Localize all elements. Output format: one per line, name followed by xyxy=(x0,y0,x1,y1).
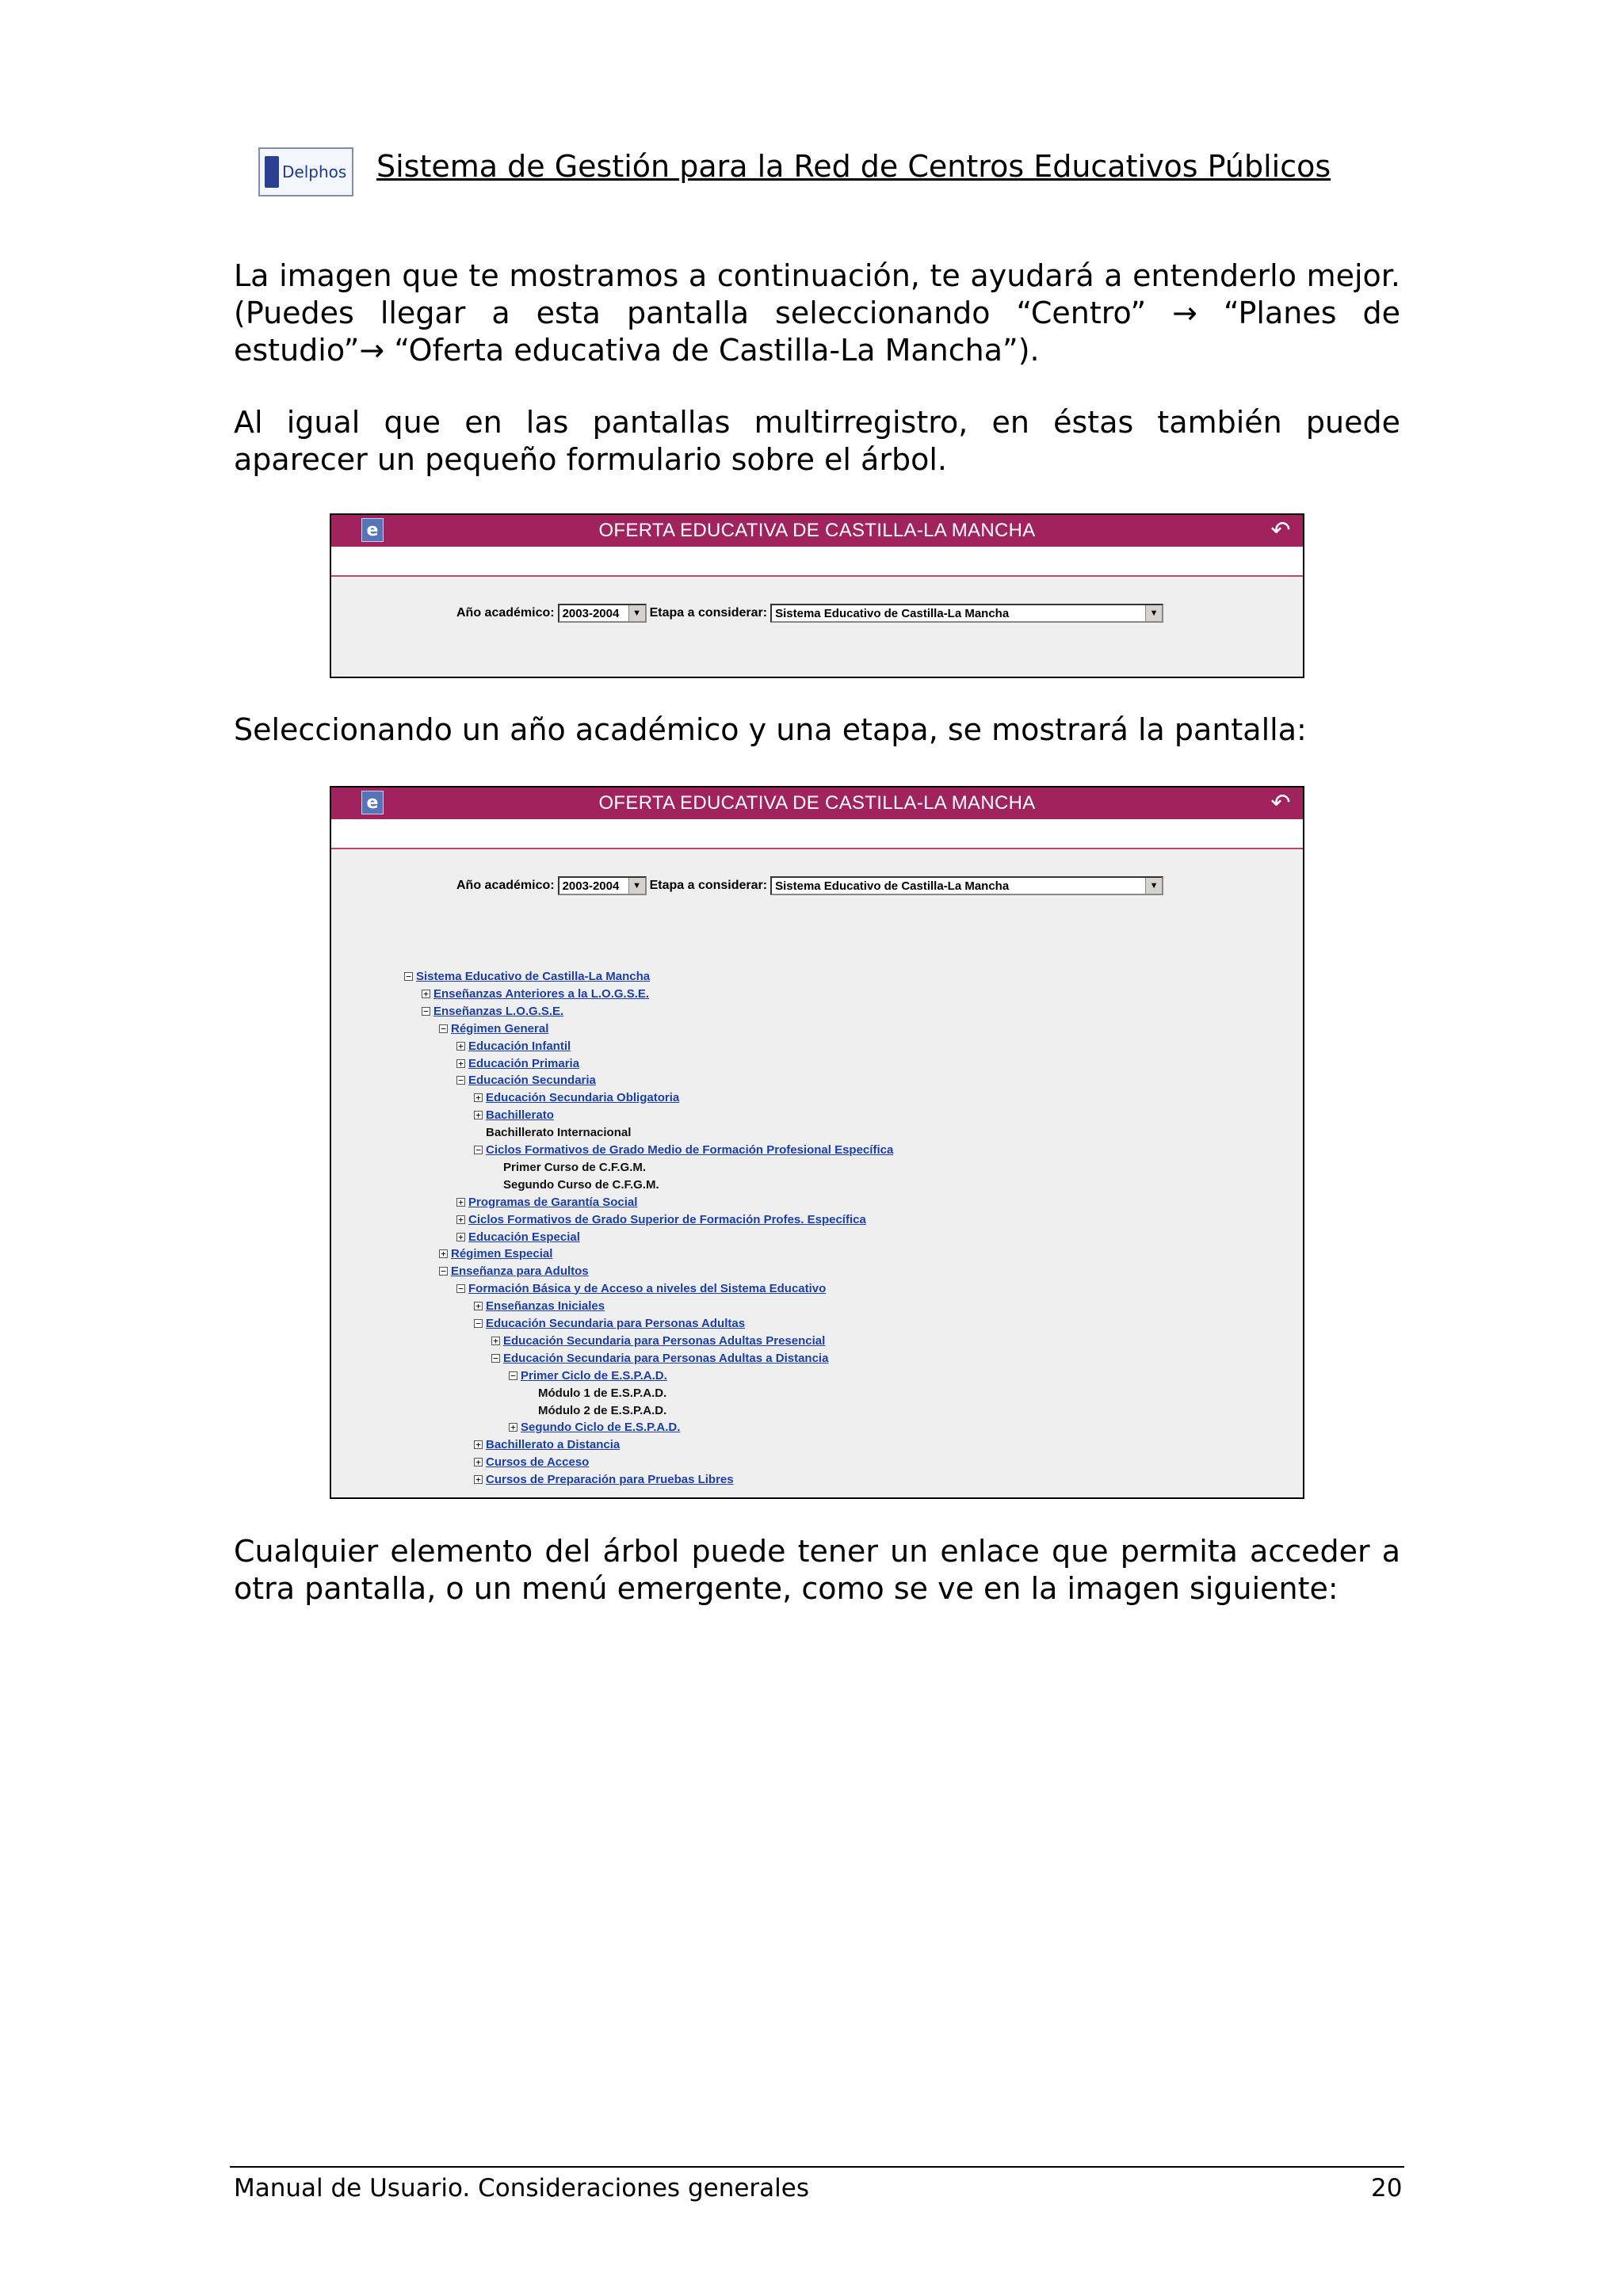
panel-title-bar xyxy=(331,515,1303,547)
tree-node-link[interactable]: Ciclos Formativos de Grado Superior de Formación Profes. Específica xyxy=(468,1212,866,1226)
tree-node-label: Primer Curso de C.F.G.M. xyxy=(503,1160,647,1174)
back-arrow-icon[interactable]: ↶ xyxy=(1270,789,1291,817)
tree-node[interactable] xyxy=(474,1107,554,1123)
tree-node-link[interactable]: Educación Secundaria para Personas Adultas a Distancia xyxy=(503,1351,829,1365)
filter-form xyxy=(456,604,1163,623)
screenshot-form-panel xyxy=(330,513,1304,678)
tree-node[interactable] xyxy=(422,986,649,1001)
tree-node-link[interactable]: Cursos de Acceso xyxy=(486,1455,590,1469)
tree-node-link[interactable]: Régimen Especial xyxy=(451,1246,553,1261)
collapse-icon[interactable]: − xyxy=(456,1284,465,1293)
tree-node-link[interactable]: Ciclos Formativos de Grado Medio de Formación Profesional Específica xyxy=(486,1142,894,1157)
delphos-logo xyxy=(258,147,353,196)
tree-node[interactable] xyxy=(456,1038,571,1054)
tree-node[interactable] xyxy=(474,1315,745,1331)
expand-icon[interactable]: + xyxy=(474,1458,483,1466)
tree-node-label: Módulo 1 de E.S.P.A.D. xyxy=(538,1386,667,1400)
year-label: Año académico: xyxy=(456,606,555,620)
tree-node-link[interactable]: Enseñanzas Iniciales xyxy=(486,1299,605,1313)
expand-icon[interactable]: + xyxy=(439,1249,448,1258)
tree-node-link[interactable]: Enseñanzas L.O.G.S.E. xyxy=(433,1004,564,1018)
panel-title-bar xyxy=(331,788,1303,819)
panel-title: OFERTA EDUCATIVA DE CASTILLA-LA MANCHA xyxy=(598,520,1036,541)
tree-node-link[interactable]: Educación Secundaria para Personas Adultas Presencial xyxy=(503,1333,826,1348)
tree-node[interactable] xyxy=(474,1298,605,1314)
year-select-value: 2003-2004 xyxy=(562,879,620,893)
tree-node[interactable] xyxy=(456,1194,637,1210)
year-select-value: 2003-2004 xyxy=(562,606,620,620)
footer-text: Manual de Usuario. Consideraciones generales xyxy=(234,2174,809,2203)
chevron-down-icon: ▼ xyxy=(1145,605,1162,621)
stage-select[interactable] xyxy=(770,604,1163,623)
tree-node-link[interactable]: Bachillerato a Distancia xyxy=(486,1437,621,1451)
tree-node-label: Módulo 2 de E.S.P.A.D. xyxy=(538,1403,667,1417)
tree-node[interactable] xyxy=(404,968,650,984)
expand-icon[interactable]: + xyxy=(474,1111,483,1119)
tree-node-link[interactable]: Educación Infantil xyxy=(468,1039,571,1053)
stage-select[interactable] xyxy=(770,876,1163,895)
expand-icon[interactable]: + xyxy=(456,1042,465,1051)
tree-node-link[interactable]: Educación Especial xyxy=(468,1230,580,1244)
collapse-icon[interactable]: − xyxy=(422,1007,430,1016)
tree-node[interactable] xyxy=(509,1367,667,1383)
tree-node-link[interactable]: Segundo Ciclo de E.S.P.A.D. xyxy=(521,1420,681,1434)
tree-node[interactable] xyxy=(491,1333,825,1348)
page-number: 20 xyxy=(1371,2174,1403,2203)
panel-title: OFERTA EDUCATIVA DE CASTILLA-LA MANCHA xyxy=(598,792,1036,814)
collapse-icon[interactable]: − xyxy=(404,972,413,981)
tree-node-link[interactable]: Primer Ciclo de E.S.P.A.D. xyxy=(521,1368,667,1383)
tree-node-link[interactable]: Sistema Educativo de Castilla-La Mancha xyxy=(416,969,651,983)
expand-icon[interactable]: + xyxy=(456,1233,465,1241)
tree-node[interactable] xyxy=(474,1471,734,1487)
expand-icon[interactable]: + xyxy=(456,1198,465,1207)
collapse-icon[interactable]: − xyxy=(509,1371,517,1380)
tree-node[interactable] xyxy=(474,1436,620,1452)
tree-node-label: Segundo Curso de C.F.G.M. xyxy=(503,1177,659,1192)
expand-icon[interactable]: + xyxy=(491,1337,500,1345)
collapse-icon[interactable]: − xyxy=(439,1024,448,1033)
tree-node[interactable] xyxy=(509,1419,680,1435)
tree-node-link[interactable]: Enseñanzas Anteriores a la L.O.G.S.E. xyxy=(433,986,650,1001)
collapse-icon[interactable]: − xyxy=(474,1319,483,1328)
tree-node xyxy=(538,1402,666,1418)
stage-label: Etapa a considerar: xyxy=(649,879,768,892)
tree-node-link[interactable]: Programas de Garantía Social xyxy=(468,1195,638,1209)
delphos-logo-icon xyxy=(265,156,279,188)
panel-subbar xyxy=(331,819,1303,849)
tree-node-link[interactable]: Educación Secundaria xyxy=(468,1073,596,1087)
tree-node[interactable] xyxy=(439,1263,589,1279)
tree-node-link[interactable]: Educación Primaria xyxy=(468,1056,580,1070)
tree-node[interactable] xyxy=(474,1454,589,1470)
back-arrow-icon[interactable]: ↶ xyxy=(1270,517,1291,544)
tree-node-link[interactable]: Educación Secundaria Obligatoria xyxy=(486,1090,680,1104)
year-select[interactable] xyxy=(558,604,647,623)
tree-node[interactable] xyxy=(491,1350,828,1366)
stage-select-value: Sistema Educativo de Castilla-La Mancha xyxy=(775,879,1010,893)
expand-icon[interactable]: + xyxy=(456,1215,465,1224)
footer-divider xyxy=(230,2166,1404,2168)
expand-icon[interactable]: + xyxy=(509,1423,517,1432)
paragraph-4: Cualquier elemento del árbol puede tener un enlace que permita acceder a otra pantalla, o un menú emergente, como se ve en la imagen siguiente: xyxy=(234,1534,1400,1606)
tree-node xyxy=(503,1177,659,1192)
tree-node[interactable] xyxy=(456,1072,596,1088)
chevron-down-icon: ▼ xyxy=(628,878,645,894)
tree-node[interactable] xyxy=(456,1229,580,1245)
tree-node-link[interactable]: Cursos de Preparación para Pruebas Libres xyxy=(486,1472,734,1486)
tree-node-link[interactable]: Bachillerato xyxy=(486,1108,554,1122)
expand-icon[interactable]: + xyxy=(474,1302,483,1310)
tree-node[interactable] xyxy=(422,1003,563,1019)
document-title: Sistema de Gestión para la Red de Centros Educativos Públicos xyxy=(376,149,1331,184)
paragraph-1: La imagen que te mostramos a continuación, te ayudará a entenderlo mejor. (Puedes llegar a esta pantalla seleccionando “Centro” → “Planes de estudio”→ “Oferta educativa de Castilla-La Mancha”). xyxy=(234,258,1400,368)
paragraph-2: Al igual que en las pantallas multirregistro, en éstas también puede aparecer un pequeño formulario sobre el árbol. xyxy=(234,405,1400,477)
expand-icon[interactable]: + xyxy=(474,1093,483,1102)
chevron-down-icon: ▼ xyxy=(1145,878,1162,894)
tree-node xyxy=(538,1385,666,1401)
logo-text: Delphos xyxy=(282,162,347,181)
filter-form xyxy=(456,876,1163,895)
expand-icon[interactable]: + xyxy=(456,1059,465,1068)
collapse-icon[interactable]: − xyxy=(474,1146,483,1154)
collapse-icon[interactable]: − xyxy=(491,1354,500,1363)
tree-node xyxy=(486,1124,631,1140)
year-select[interactable] xyxy=(558,876,647,895)
tree-node[interactable] xyxy=(439,1020,548,1036)
tree-node[interactable] xyxy=(474,1089,679,1105)
tree-node-link[interactable]: Formación Básica y de Acceso a niveles del Sistema Educativo xyxy=(468,1281,827,1295)
collapse-icon[interactable]: − xyxy=(439,1267,448,1276)
e-app-icon[interactable]: e xyxy=(361,791,384,814)
e-app-icon[interactable]: e xyxy=(361,518,384,542)
tree-node[interactable] xyxy=(439,1245,552,1261)
chevron-down-icon: ▼ xyxy=(628,605,645,621)
expand-icon[interactable]: + xyxy=(474,1475,483,1484)
tree-node[interactable] xyxy=(456,1280,826,1296)
year-label: Año académico: xyxy=(456,879,555,892)
stage-label: Etapa a considerar: xyxy=(649,606,768,620)
tree-node-label: Bachillerato Internacional xyxy=(486,1125,632,1139)
screenshot-tree-panel xyxy=(330,786,1304,1499)
tree-node-link[interactable]: Enseñanza para Adultos xyxy=(451,1264,589,1278)
panel-subbar xyxy=(331,547,1303,577)
tree-node xyxy=(503,1159,646,1175)
stage-select-value: Sistema Educativo de Castilla-La Mancha xyxy=(775,606,1010,620)
expand-icon[interactable]: + xyxy=(474,1440,483,1449)
tree-node[interactable] xyxy=(474,1142,893,1158)
tree-node-link[interactable]: Educación Secundaria para Personas Adultas xyxy=(486,1316,746,1330)
tree-node-link[interactable]: Régimen General xyxy=(451,1021,549,1035)
tree-node[interactable] xyxy=(456,1055,579,1071)
tree-node[interactable] xyxy=(456,1211,866,1227)
collapse-icon[interactable]: − xyxy=(456,1076,465,1085)
paragraph-3: Seleccionando un año académico y una etapa, se mostrará la pantalla: xyxy=(234,712,1307,747)
expand-icon[interactable]: + xyxy=(422,990,430,998)
